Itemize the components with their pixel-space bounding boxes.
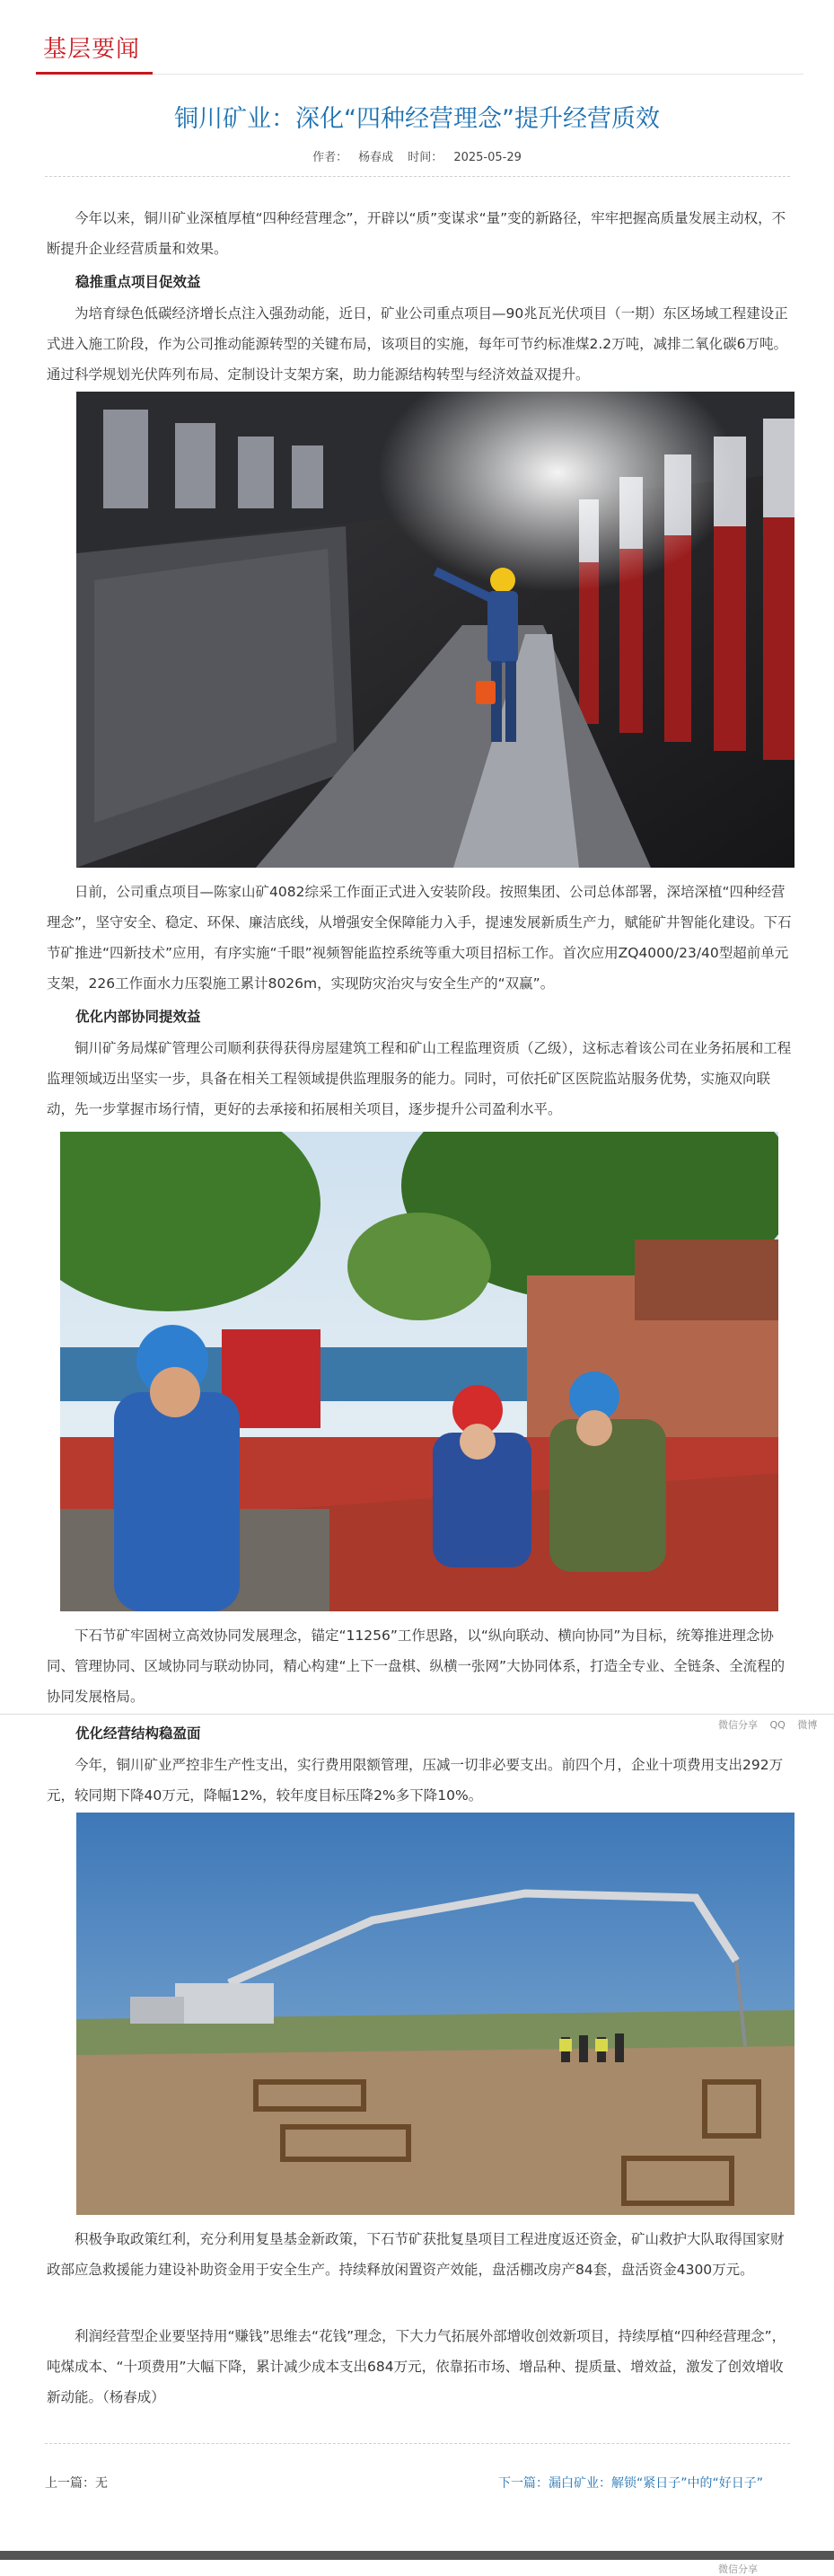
next-title: 漏白矿业：解锁“紧日子”中的“好日子” xyxy=(549,2476,764,2491)
section-title[interactable]: 基层要闻 xyxy=(43,36,141,63)
next-article-link[interactable] xyxy=(498,2474,763,2492)
footer-wechat-share-icon[interactable]: 微信分享 xyxy=(718,2563,758,2575)
qq-share-icon[interactable]: QQ xyxy=(769,1719,786,1731)
article-meta xyxy=(0,147,834,164)
share-icons xyxy=(709,1717,817,1732)
paragraph-policy: 积极争取政策红利，充分利用复垦基金新政策，下石节矿获批复垦项目工程进度返还资金，矿山救护大队取得国家财政部应急救援能力建设补助资金用于安全生产。持续释放闲置资产效能，盘活棚改房产84套，盘活资金4300万元。 xyxy=(47,2231,785,2278)
footer-share-icons xyxy=(709,2562,758,2576)
paragraph-profit: 利润经营型企业要坚持用“赚钱”思维去“花钱”理念，下大力气拓展外部增收创效新项目，持续厚植“四种经营理念”，吨煤成本、“十项费用”大幅下降，累计减少成本支出684万元，依靠拓市场、增品种、提质量、增效益，激发了创效增收新动能。（杨春成） xyxy=(47,2328,786,2405)
paragraph-cost-control: 今年，铜川矿业严控非生产性支出，实行费用限额管理，压减一切非必要支出。前四个月，企业十项费用支出292万元，较同期下降40万元，降幅12%，较年度目标压降2%多下降10%。 xyxy=(47,1757,784,1804)
workers-with-helmets-photo xyxy=(60,1132,778,1611)
time-label: 时间： xyxy=(408,151,443,164)
previous-article-link[interactable] xyxy=(45,2474,108,2492)
coal-mine-tunnel-photo xyxy=(76,392,794,868)
prev-title: 无 xyxy=(95,2476,108,2491)
next-label: 下一篇： xyxy=(498,2476,549,2491)
prev-label: 上一篇： xyxy=(45,2476,95,2491)
subheading-2: 优化内部协同提效益 xyxy=(75,1009,201,1025)
meta-divider xyxy=(45,176,790,177)
subheading-3: 优化经营结构稳盈面 xyxy=(75,1725,201,1742)
author-name: 杨春成 xyxy=(358,151,394,164)
subheading-1: 稳推重点项目促效益 xyxy=(75,274,201,290)
construction-pump-truck-photo xyxy=(76,1813,794,2215)
author-label: 作者： xyxy=(312,151,348,164)
publish-date: 2025-05-29 xyxy=(453,151,522,164)
paragraph-supervision: 铜川矿务局煤矿管理公司顺利获得获得房屋建筑工程和矿山工程监理资质（乙级），这标志着该公司在业务拓展和工程监理领域迈出坚实一步，具备在相关工程领域提供监理服务的能力。同时，可依托矿区医院监站服务优势，实施双向联动，先一步掌握市场行情，更好的去承接和拓展相关项目，逐步提升公司盈利水平。 xyxy=(47,1040,792,1117)
paragraph-coordination: 下石节矿牢固树立高效协同发展理念，锚定“11256”工作思路，以“纵向联动、横向协同”为目标，统筹推进理念协同、管理协同、区域协同与联动协同，精心构建“上下一盘棋、纵横一张网”大协同体系，打造全专业、全链条、全流程的协同发展格局。 xyxy=(47,1628,786,1705)
weibo-share-icon[interactable]: 微博 xyxy=(797,1719,818,1731)
navigation-divider xyxy=(45,2443,790,2444)
wechat-share-icon[interactable]: 微信分享 xyxy=(718,1719,758,1731)
paragraph-solar-project: 为培育绿色低碳经济增长点注入强劲动能，近日，矿业公司重点项目—90兆瓦光伏项目（一期）东区场域工程建设正式进入施工阶段，作为公司推动能源转型的关键布局，该项目的实施，每年可节约标准煤2.2万吨，减排二氧化碳6万吨。通过科学规划光伏阵列布局、定制设计支架方案，助力能源结构转型与经济效益双提升。 xyxy=(47,305,788,383)
share-divider xyxy=(0,1714,834,1715)
section-title-underline xyxy=(36,72,153,75)
paragraph-installation: 日前，公司重点项目—陈家山矿4082综采工作面正式进入安装阶段。按照集团、公司总体部署，深培深植“四种经营理念”，坚守安全、稳定、环保、廉洁底线，从增强安全保障能力入手，提速发展新质生产力，赋能矿井智能化建设。下石节矿推进“四新技术”应用，有序实施“千眼”视频智能监控系统等重大项目招标工作。首次应用ZQ4000/23/40型超前单元支架，226工作面水力压裂施工累计8026m，实现防灾治灾与安全生产的“双赢”。 xyxy=(47,884,792,992)
article-title: 铜川矿业：深化“四种经营理念”提升经营质效 xyxy=(174,105,660,133)
footer-bar xyxy=(0,2551,834,2560)
paragraph-intro: 今年以来，铜川矿业深植厚植“四种经营理念”，开辟以“质”变谋求“量”变的新路径，牢牢把握高质量发展主动权，不断提升企业经营质量和效果。 xyxy=(47,210,786,257)
